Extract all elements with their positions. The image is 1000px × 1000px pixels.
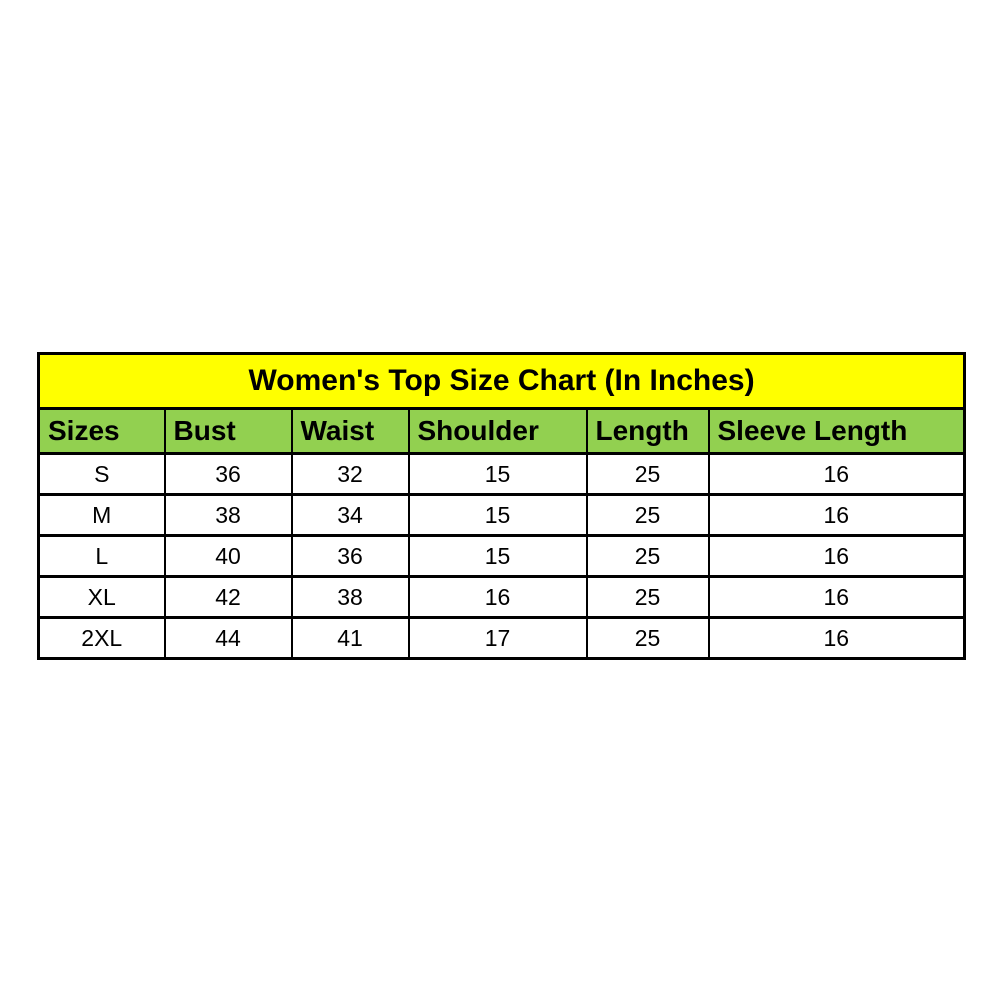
measurement-cell: 16 xyxy=(709,577,965,618)
measurement-cell: 16 xyxy=(709,495,965,536)
measurement-cell: 38 xyxy=(292,577,409,618)
size-chart-table xyxy=(37,352,966,660)
measurement-cell: 41 xyxy=(292,618,409,659)
title-row xyxy=(39,354,965,409)
measurement-cell: 36 xyxy=(292,536,409,577)
table-row-m xyxy=(39,495,965,536)
header-row xyxy=(39,409,965,454)
table-row-l xyxy=(39,536,965,577)
column-header-sleeve-length: Sleeve Length xyxy=(709,409,965,454)
column-header-length: Length xyxy=(587,409,709,454)
measurement-cell: 34 xyxy=(292,495,409,536)
size-cell: M xyxy=(39,495,165,536)
size-cell: L xyxy=(39,536,165,577)
measurement-cell: 15 xyxy=(409,495,587,536)
measurement-cell: 16 xyxy=(709,536,965,577)
measurement-cell: 25 xyxy=(587,454,709,495)
measurement-cell: 40 xyxy=(165,536,292,577)
measurement-cell: 42 xyxy=(165,577,292,618)
size-cell: 2XL xyxy=(39,618,165,659)
measurement-cell: 16 xyxy=(709,618,965,659)
measurement-cell: 16 xyxy=(709,454,965,495)
measurement-cell: 17 xyxy=(409,618,587,659)
measurement-cell: 15 xyxy=(409,536,587,577)
measurement-cell: 25 xyxy=(587,536,709,577)
measurement-cell: 36 xyxy=(165,454,292,495)
measurement-cell: 38 xyxy=(165,495,292,536)
column-header-bust: Bust xyxy=(165,409,292,454)
measurement-cell: 15 xyxy=(409,454,587,495)
column-header-sizes: Sizes xyxy=(39,409,165,454)
size-cell: XL xyxy=(39,577,165,618)
column-header-waist: Waist xyxy=(292,409,409,454)
measurement-cell: 25 xyxy=(587,495,709,536)
measurement-cell: 44 xyxy=(165,618,292,659)
table-row-s xyxy=(39,454,965,495)
table-row-xl xyxy=(39,577,965,618)
measurement-cell: 32 xyxy=(292,454,409,495)
measurement-cell: 25 xyxy=(587,577,709,618)
column-header-shoulder: Shoulder xyxy=(409,409,587,454)
table-row-2xl xyxy=(39,618,965,659)
table-title: Women's Top Size Chart (In Inches) xyxy=(39,354,965,409)
size-cell: S xyxy=(39,454,165,495)
measurement-cell: 16 xyxy=(409,577,587,618)
measurement-cell: 25 xyxy=(587,618,709,659)
